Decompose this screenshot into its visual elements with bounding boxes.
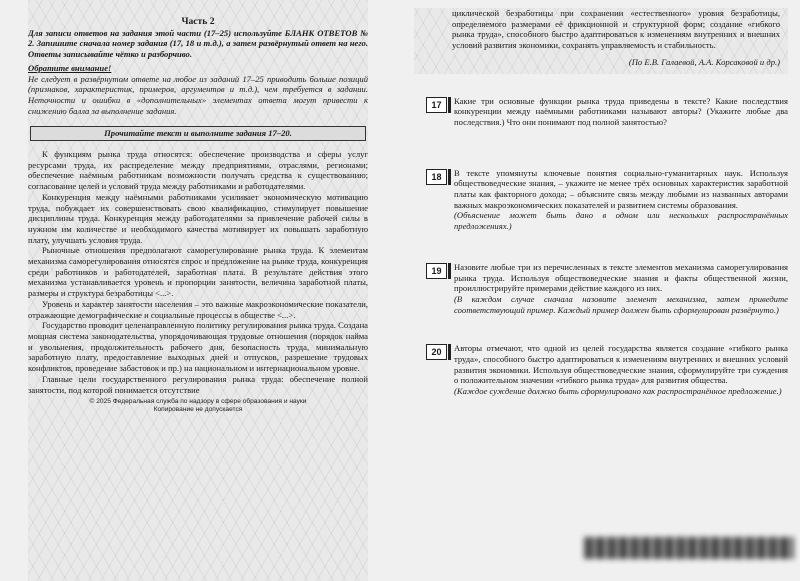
question-text: В тексте упомянуты ключевые понятия социально-гуманитарных наук. Используя обществоведческие знания, – укажите не менее трёх основных характеристик заработной платы как факторного дохода; – объясните связь между любыми из названных авторами важных макроэкономических показателей и развитием системы образования.	[454, 167, 788, 210]
question-18	[414, 168, 788, 232]
question-number: 20	[426, 344, 447, 360]
text-paragraph: Рыночные отношения предполагают саморегулирование рынка труда. К элементам механизма саморегулирования относятся спрос и предложение на рынке труда, конкуренция среди работников и работодателей, заработная плата. В результате действия этого механизма устанавливается уровень и пропорции занятости, величина заработной платы, размеры и структура безработицы <...>.	[28, 245, 368, 299]
question-number: 19	[426, 263, 447, 279]
question-20	[414, 343, 788, 397]
copyright-line: © 2025 Федеральная служба по надзору в сфере образования и науки	[89, 398, 307, 406]
part-title: Часть 2	[181, 16, 215, 27]
question-number: 18	[426, 169, 447, 185]
left-content	[28, 17, 368, 414]
right-page	[414, 0, 788, 581]
question-note: (В каждом случае сначала назовите элемент механизма, затем приведите соответствующий пример. Каждый пример должен быть сформулирован развёрнуто.)	[454, 293, 788, 315]
text-paragraph: К функциям рынка труда относятся: обеспечение производства и сферы услуг ресурсами труда, их распределение между предприятиями, отраслями, регионами; обеспечение наёмным работникам возможности получать средства к существованию; согласование целей и условий труда между работниками и работодателями.	[28, 149, 368, 192]
copyright-footer	[28, 398, 368, 414]
question-note: (Объяснение может быть дано в одном или нескольких распространённых предложениях.)	[454, 210, 788, 232]
question-19	[414, 262, 788, 316]
instruction-text: Для записи ответов на задания этой части (17–25) используйте БЛАНК ОТВЕТОВ № 2. Запишите сначала номер задания (17, 18 и т.д.), а затем развёрнутый ответ на него. Ответы записывайте чётко и разборчиво.	[28, 27, 368, 60]
question-note: (Каждое суждение должно быть сформулировано как распространённое предложение.)	[454, 386, 782, 397]
blurred-barcode	[584, 537, 794, 559]
question-number: 17	[426, 97, 447, 113]
source-citation: (По Е.В. Галаевой, А.А. Корсаковой и др.)	[628, 56, 780, 67]
question-text: Авторы отмечают, что одной из целей государства является создание «гибкого рынка труда», способного быстро адаптироваться к изменениям внутренних и внешних условий развития экономики. Используя обществоведческие знания, сформулируйте три суждения о положительном значении «гибкого рынка труда» для развития общества.	[454, 343, 788, 386]
text-paragraph: Уровень и характер занятости населения – это важные макроэкономические показатели, отражающие демографические и социальные процессы в обществе <...>.	[28, 298, 368, 320]
question-17	[414, 96, 788, 128]
text-paragraph: Государство проводит целенаправленную политику регулирования рынка труда. Создана мощная система законодательства, упорядочивающая трудовые отношения (порядок найма и увольнения, продолжительность рабочего дня, безопасность труда, минимальную заработную плату, предоставление выходных дней и отпусков, разрешение трудовых конфликтов, проведение забастовок и пр.) на национальном и интернациональном уровне.	[28, 320, 368, 374]
left-page	[28, 0, 368, 581]
task-heading: Прочитайте текст и выполните задания 17–20.	[30, 126, 366, 141]
continuation-text: циклической безработицы при сохранении «естественного» уровня безработицы, определяемого размерами её фрикционной и структурной форм; создание «гибкого рынка труда», способного быстро адаптироваться к изменениям внутренних и внешних условий развития экономики, сохранять управляемость и стабильность.	[452, 8, 780, 51]
right-content	[414, 8, 788, 397]
attention-text: Не следует в развёрнутом ответе на любое из заданий 17–25 приводить больше позиций (признаков, характеристик, примеров, аргументов и т.д.), чем требуется в задании. Неточности и ошибки в «дополнительных» элементах ответа могут привести к снижению балла за выполнение задания.	[28, 73, 368, 116]
question-text: Какие три основные функции рынка труда приведены в тексте? Какие последствия конкуренции между наёмными работниками называют авторы? (Укажите любые два последствия.) Что они понимают под полной занятостью?	[454, 95, 788, 127]
attention-title: Обратите внимание!	[28, 62, 112, 73]
text-paragraph: Конкуренция между наёмными работниками усиливает экономическую мотивацию труда, побуждает их совершенствовать свою квалификацию, стимулирует повышение дисциплины труда. Конкуренция между работодателями за привлечение рабочей силы в нужном им количестве и необходимого качества мотивирует их повышать заработную плату, улучшать условия труда.	[28, 191, 368, 245]
copy-notice: Копирование не допускается	[153, 406, 243, 414]
question-text: Назовите любые три из перечисленных в тексте элементов механизма саморегулирования рынка труда. Используя обществоведческие знания и факты общественной жизни, проиллюстрируйте примерами действие каждого из них.	[454, 261, 788, 294]
text-paragraph: Главные цели государственного регулирования рынка труда: обеспечение полной занятости, под которой понимается отсутствие	[28, 373, 368, 395]
continuation-block	[414, 8, 788, 74]
